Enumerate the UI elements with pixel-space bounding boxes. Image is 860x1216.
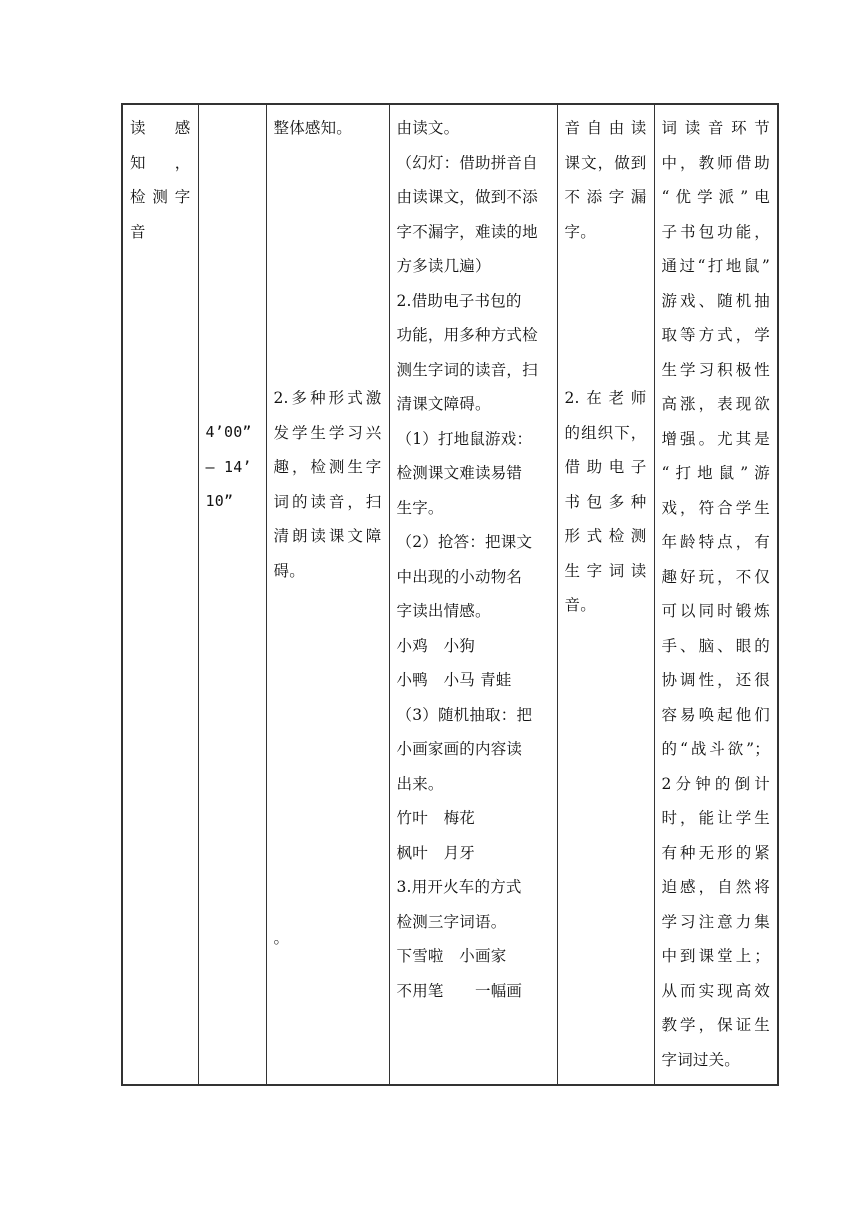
text-line: 音 bbox=[130, 222, 146, 241]
text-line: 容易唤起他们 bbox=[661, 705, 770, 724]
time-text bbox=[206, 415, 259, 519]
text-line: 碍。 bbox=[273, 561, 305, 580]
text-line: 10” bbox=[205, 492, 234, 510]
text-line: 课文，做到 bbox=[564, 153, 647, 172]
text-line: 手、脑、眼的 bbox=[661, 636, 770, 655]
text-line: 读 感 bbox=[130, 119, 191, 137]
text-line: 教学，保证生 bbox=[661, 1016, 770, 1034]
text-line: 时，能让学生 bbox=[661, 809, 770, 827]
text-line: 生学习积极性 bbox=[661, 360, 770, 379]
text-line: 字。 bbox=[564, 222, 596, 241]
stage-text bbox=[130, 111, 191, 249]
text-line: 发学生学习兴 bbox=[273, 423, 382, 442]
time-cell bbox=[198, 104, 266, 1085]
student-activity-text-main bbox=[565, 381, 647, 623]
text-line: 检测字 bbox=[130, 188, 191, 206]
text-line: 高涨，表现欲 bbox=[661, 395, 770, 413]
text-line: 小画家画的内容读 bbox=[396, 740, 523, 758]
text-line: “打地鼠”游 bbox=[661, 464, 770, 482]
goal-text-top bbox=[274, 111, 382, 146]
text-line: 学习注意力集 bbox=[661, 912, 770, 931]
text-line: 不添字漏 bbox=[564, 188, 647, 206]
text-line: 的组织下， bbox=[564, 423, 647, 442]
text-line: 字读出情感。 bbox=[396, 602, 491, 620]
text-line: 2分钟的倒计 bbox=[661, 774, 770, 793]
text-line: 方多读几遍） bbox=[396, 257, 491, 275]
text-line: 协调性，还很 bbox=[661, 671, 770, 689]
text-line: 通过“打地鼠” bbox=[661, 257, 770, 275]
text-line: – 14’ bbox=[205, 457, 252, 476]
text-line: （3）随机抽取：把 bbox=[396, 705, 533, 724]
text-line: 增强。尤其是 bbox=[661, 429, 770, 448]
text-line: 小鸭 小马 青蛙 bbox=[396, 671, 512, 689]
text-line: 检测三字词语。 bbox=[396, 912, 507, 931]
design-intent-text bbox=[662, 111, 771, 1077]
text-line: 功能，用多种方式检 bbox=[396, 326, 538, 344]
text-line: 2.借助电子书包的 bbox=[396, 291, 522, 310]
text-line: 年龄特点，有 bbox=[661, 533, 770, 551]
text-line: 音自由读 bbox=[564, 119, 647, 137]
text-line: 4’00” bbox=[205, 423, 252, 441]
text-line: 迫感，自然将 bbox=[661, 878, 770, 896]
text-line: 取等方式，学 bbox=[661, 326, 770, 344]
text-line: 3.用开火车的方式 bbox=[396, 878, 522, 896]
text-line: 趣好玩，不仅 bbox=[661, 567, 770, 586]
text-line: 词读音环节 bbox=[661, 119, 770, 137]
text-line: 小鸡 小狗 bbox=[396, 636, 476, 655]
text-line: 从而实现高效 bbox=[661, 981, 770, 1000]
student-activity-text-top bbox=[565, 111, 647, 249]
text-line: 词的读音，扫 bbox=[273, 492, 382, 511]
teacher-activity-text bbox=[397, 111, 550, 1008]
text-line: 中出现的小动物名 bbox=[396, 567, 523, 586]
text-line: 不用笔 一幅画 bbox=[396, 981, 523, 1000]
text-line: （1）打地鼠游戏： bbox=[396, 429, 533, 448]
goal-period: 。 bbox=[273, 929, 290, 947]
text-line: 竹叶 梅花 bbox=[396, 809, 476, 827]
text-line: 下雪啦 小画家 bbox=[396, 947, 507, 965]
lesson-plan-table bbox=[121, 103, 779, 1086]
text-line: 中，教师借助 bbox=[661, 153, 770, 172]
text-line: 清课文障碍。 bbox=[396, 395, 491, 413]
text-line: 形式检测 bbox=[564, 527, 647, 545]
text-line: 字词过关。 bbox=[661, 1050, 741, 1069]
text-line: 2.在老师 bbox=[564, 389, 647, 407]
text-line: 书包多种 bbox=[564, 492, 647, 511]
text-line: （2）抢答：把课文 bbox=[396, 533, 533, 551]
text-line: 检测课文难读易错 bbox=[396, 464, 523, 482]
text-line: 有种无形的紧 bbox=[661, 843, 770, 862]
text-line: 清朗读课文障 bbox=[273, 527, 382, 545]
text-line: 借助电子 bbox=[564, 458, 647, 476]
teacher-activity-cell bbox=[389, 104, 557, 1085]
text-line: “优学派”电 bbox=[661, 188, 770, 206]
goal-cell bbox=[266, 104, 389, 1085]
text-line: 中到课堂上； bbox=[661, 947, 770, 965]
text-line: 枫叶 月牙 bbox=[396, 843, 476, 862]
text-line: 知 ， bbox=[130, 153, 191, 172]
text-line: 测生字词的读音，扫 bbox=[396, 360, 538, 379]
text-line: 出来。 bbox=[396, 774, 444, 793]
text-line: 由读文。 bbox=[396, 119, 460, 137]
text-line: 2.多种形式激 bbox=[273, 389, 382, 407]
text-line: 生字词读 bbox=[564, 561, 647, 580]
text-line: 趣，检测生字 bbox=[273, 458, 382, 476]
text-line: 字不漏字，难读的地 bbox=[396, 222, 538, 241]
text-line: 音。 bbox=[564, 596, 596, 614]
text-line: 整体感知。 bbox=[273, 119, 353, 137]
text-line: 的“战斗欲”； bbox=[661, 740, 770, 758]
text-line: 子书包功能， bbox=[661, 222, 770, 241]
table-row bbox=[122, 104, 778, 1085]
text-line: 戏，符合学生 bbox=[661, 498, 770, 517]
text-line: 游戏、随机抽 bbox=[661, 291, 770, 310]
text-line: 由读课文，做到不添 bbox=[396, 188, 538, 206]
design-intent-cell bbox=[654, 104, 778, 1085]
text-line: （幻灯：借助拼音自 bbox=[396, 153, 538, 172]
stage-cell bbox=[122, 104, 198, 1085]
text-line: 可以同时锻炼 bbox=[661, 602, 770, 620]
goal-text-main bbox=[274, 381, 382, 588]
student-activity-cell bbox=[557, 104, 654, 1085]
text-line: 生字。 bbox=[396, 498, 444, 517]
